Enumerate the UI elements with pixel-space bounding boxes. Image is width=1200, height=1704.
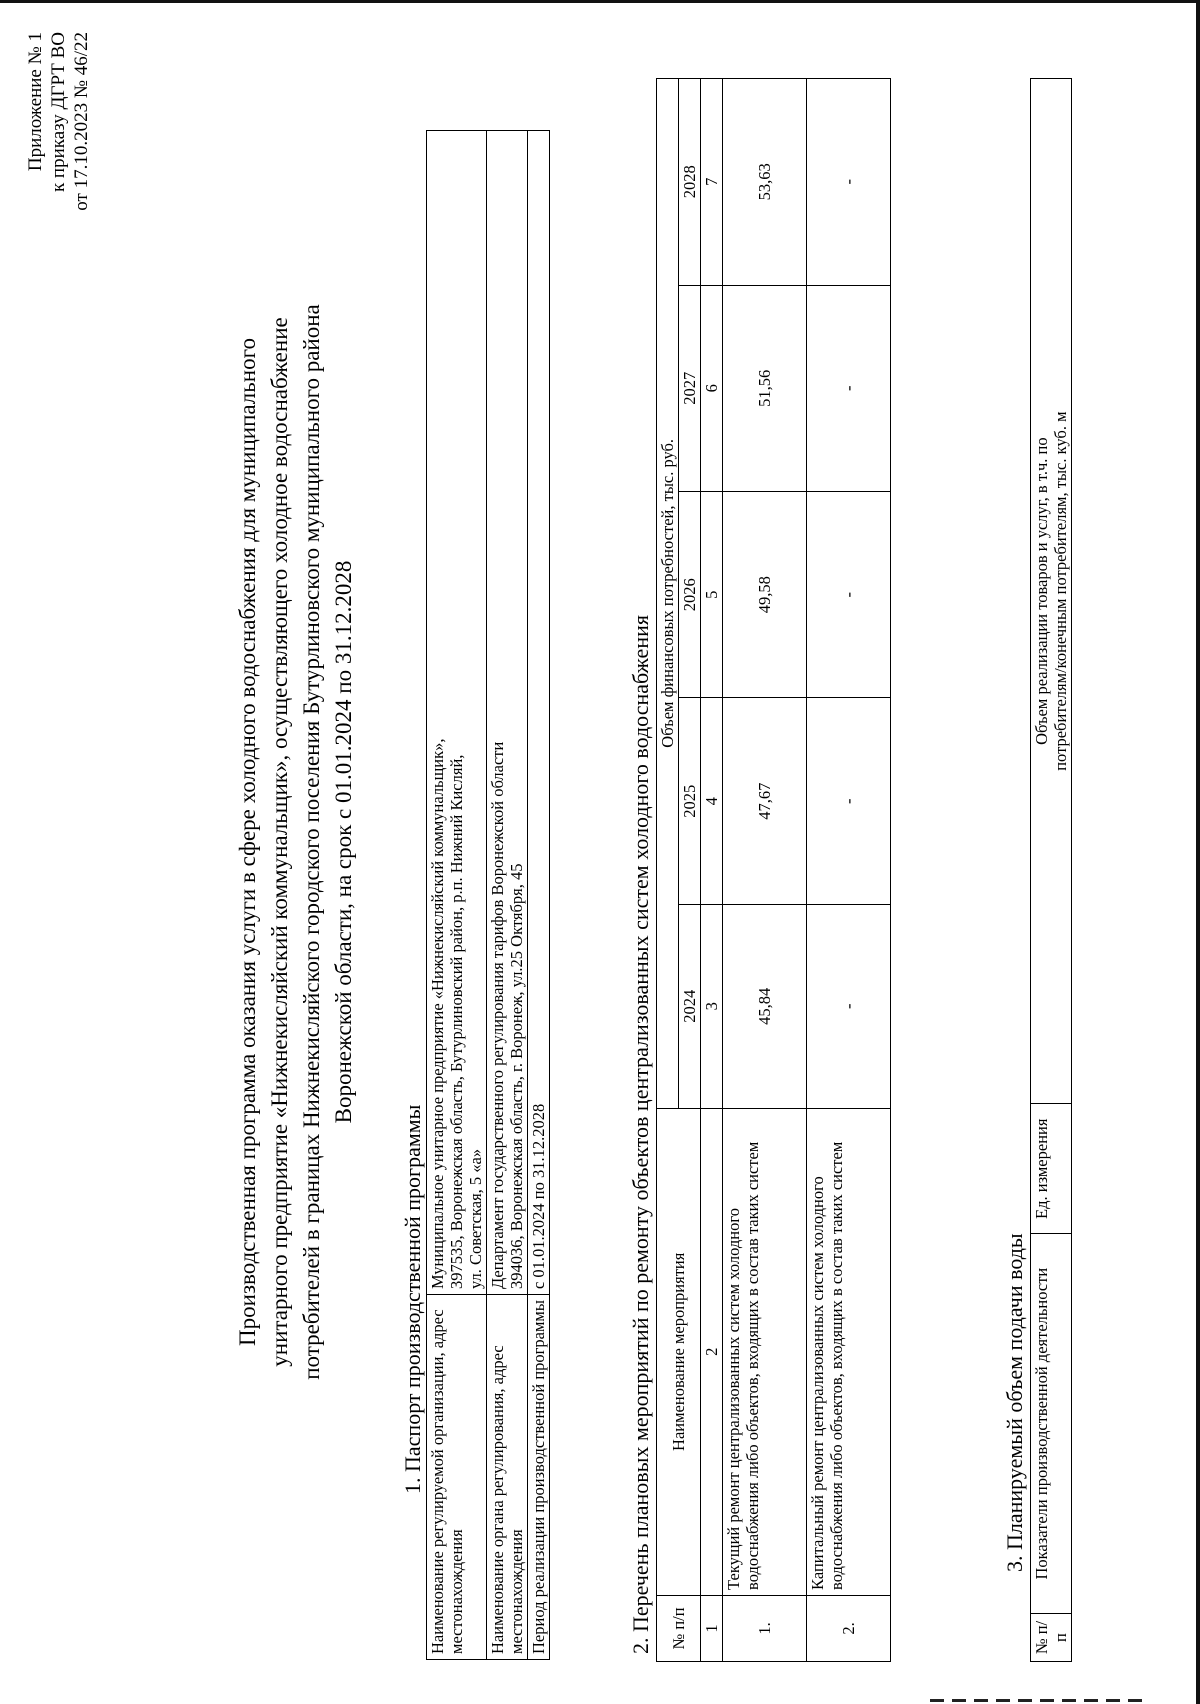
- passport-label: Период реализации производственной программы: [528, 1295, 550, 1660]
- passport-value-line: Департамент государственного регулирования тарифов Воронежской области: [488, 741, 507, 1290]
- events-col-num: № п/п: [657, 1595, 701, 1661]
- event-name: Капитальный ремонт централизованных систем холодного водоснабжения либо объектов, входящих в состав таких систем: [807, 1108, 891, 1595]
- event-value: 47,67: [723, 698, 807, 904]
- volume-col-unit: Ед. измерения: [1031, 1104, 1072, 1234]
- events-index-row: [701, 79, 723, 1662]
- index-cell: 5: [701, 492, 723, 698]
- table-row: [723, 79, 807, 1662]
- year-header: 2024: [679, 904, 701, 1108]
- passport-value: [487, 131, 528, 1295]
- index-cell: 2: [701, 1108, 723, 1595]
- year-header: 2027: [679, 285, 701, 491]
- passport-row-regulator: [487, 131, 528, 1660]
- volume-heading: 3. Планируемый объем подачи воды: [1002, 1233, 1027, 1572]
- event-number: 1.: [723, 1595, 807, 1661]
- document-title: [232, 132, 360, 1552]
- year-header: 2026: [679, 492, 701, 698]
- event-value: -: [807, 904, 891, 1108]
- volume-col-volume-line: Объем реализации товаров и услуг, в т.ч. по: [1032, 437, 1051, 745]
- passport-label: Наименование органа регулирования, адрес местонахождения: [487, 1295, 528, 1660]
- events-table: [656, 78, 891, 1662]
- annex-line-3: от 17.10.2023 № 46/22: [71, 32, 92, 211]
- passport-value-line: ул. Советская, 5 «а»: [466, 1148, 485, 1290]
- volume-header-row: [1031, 79, 1072, 1662]
- year-header: 2025: [679, 698, 701, 904]
- index-cell: 6: [701, 285, 723, 491]
- annex-line-2: к приказу ДГРТ ВО: [48, 32, 69, 193]
- title-line-4: Воронежской области, на срок с 01.01.2024 по 31.12.2028: [331, 560, 356, 1124]
- index-cell: 3: [701, 904, 723, 1108]
- volume-col-num: № п/п: [1031, 1614, 1072, 1662]
- passport-value-line: Муниципальное унитарное предприятие «Нижнекисляйский коммунальщик»,: [428, 738, 447, 1290]
- annex-line-1: Приложение № 1: [25, 32, 46, 172]
- title-line-3: потребителей в границах Нижнекисляйского городского поселения Бутурлиновского муниципального района: [299, 304, 324, 1380]
- event-value: 51,56: [723, 285, 807, 491]
- passport-table: [426, 130, 550, 1660]
- passport-value-line: с 01.01.2024 по 31.12.2028: [529, 1103, 548, 1290]
- event-value: -: [807, 698, 891, 904]
- annex-note: [24, 32, 93, 312]
- volume-col-volume-line: потребителям/конечным потребителям, тыс. куб. м: [1051, 411, 1070, 771]
- table-row: [807, 79, 891, 1662]
- event-value: -: [807, 285, 891, 491]
- passport-label: Наименование регулируемой организации, адрес местонахождения: [427, 1295, 487, 1660]
- events-header-row: [657, 79, 679, 1662]
- event-value: 45,84: [723, 904, 807, 1108]
- volume-col-indicator: Показатели производственной деятельности: [1031, 1234, 1072, 1614]
- passport-value: [528, 131, 550, 1295]
- title-line-1: Производственная программа оказания услуги в сфере холодного водоснабжения для муниципального: [235, 338, 260, 1346]
- volume-table: [1030, 78, 1072, 1662]
- passport-value-line: 397535, Воронежская область, Бутурлиновский район, р.п. Нижний Кисляй,: [447, 754, 466, 1290]
- passport-row-period: [528, 131, 550, 1660]
- events-col-finance: Объем финансовых потребностей, тыс. руб.: [657, 79, 679, 1109]
- event-number: 2.: [807, 1595, 891, 1661]
- event-value: 53,63: [723, 79, 807, 286]
- passport-row-organization: [427, 131, 487, 1660]
- event-value: -: [807, 492, 891, 698]
- passport-heading: 1. Паспорт производственной программы: [400, 1104, 425, 1494]
- year-header: 2028: [679, 79, 701, 286]
- events-heading: 2. Перечень плановых мероприятий по ремонту объектов централизованных систем холодного водоснабжения: [628, 615, 653, 1654]
- index-cell: 1: [701, 1595, 723, 1661]
- event-value: 49,58: [723, 492, 807, 698]
- event-value: -: [807, 79, 891, 286]
- event-name: Текущий ремонт централизованных систем холодного водоснабжения либо объектов, входящих в состав таких систем: [723, 1108, 807, 1595]
- volume-col-volume: [1031, 79, 1072, 1104]
- index-cell: 4: [701, 698, 723, 904]
- index-cell: 7: [701, 79, 723, 286]
- passport-value: [427, 131, 487, 1295]
- passport-value-line: 394036, Воронежская область, г. Воронеж, ул.25 Октября, 45: [507, 863, 526, 1290]
- events-col-name: Наименование мероприятия: [657, 1108, 701, 1595]
- title-line-2: унитарного предприятие «Нижнекисляйский коммунальщик», осуществляющего холодное водоснабжение: [267, 317, 292, 1367]
